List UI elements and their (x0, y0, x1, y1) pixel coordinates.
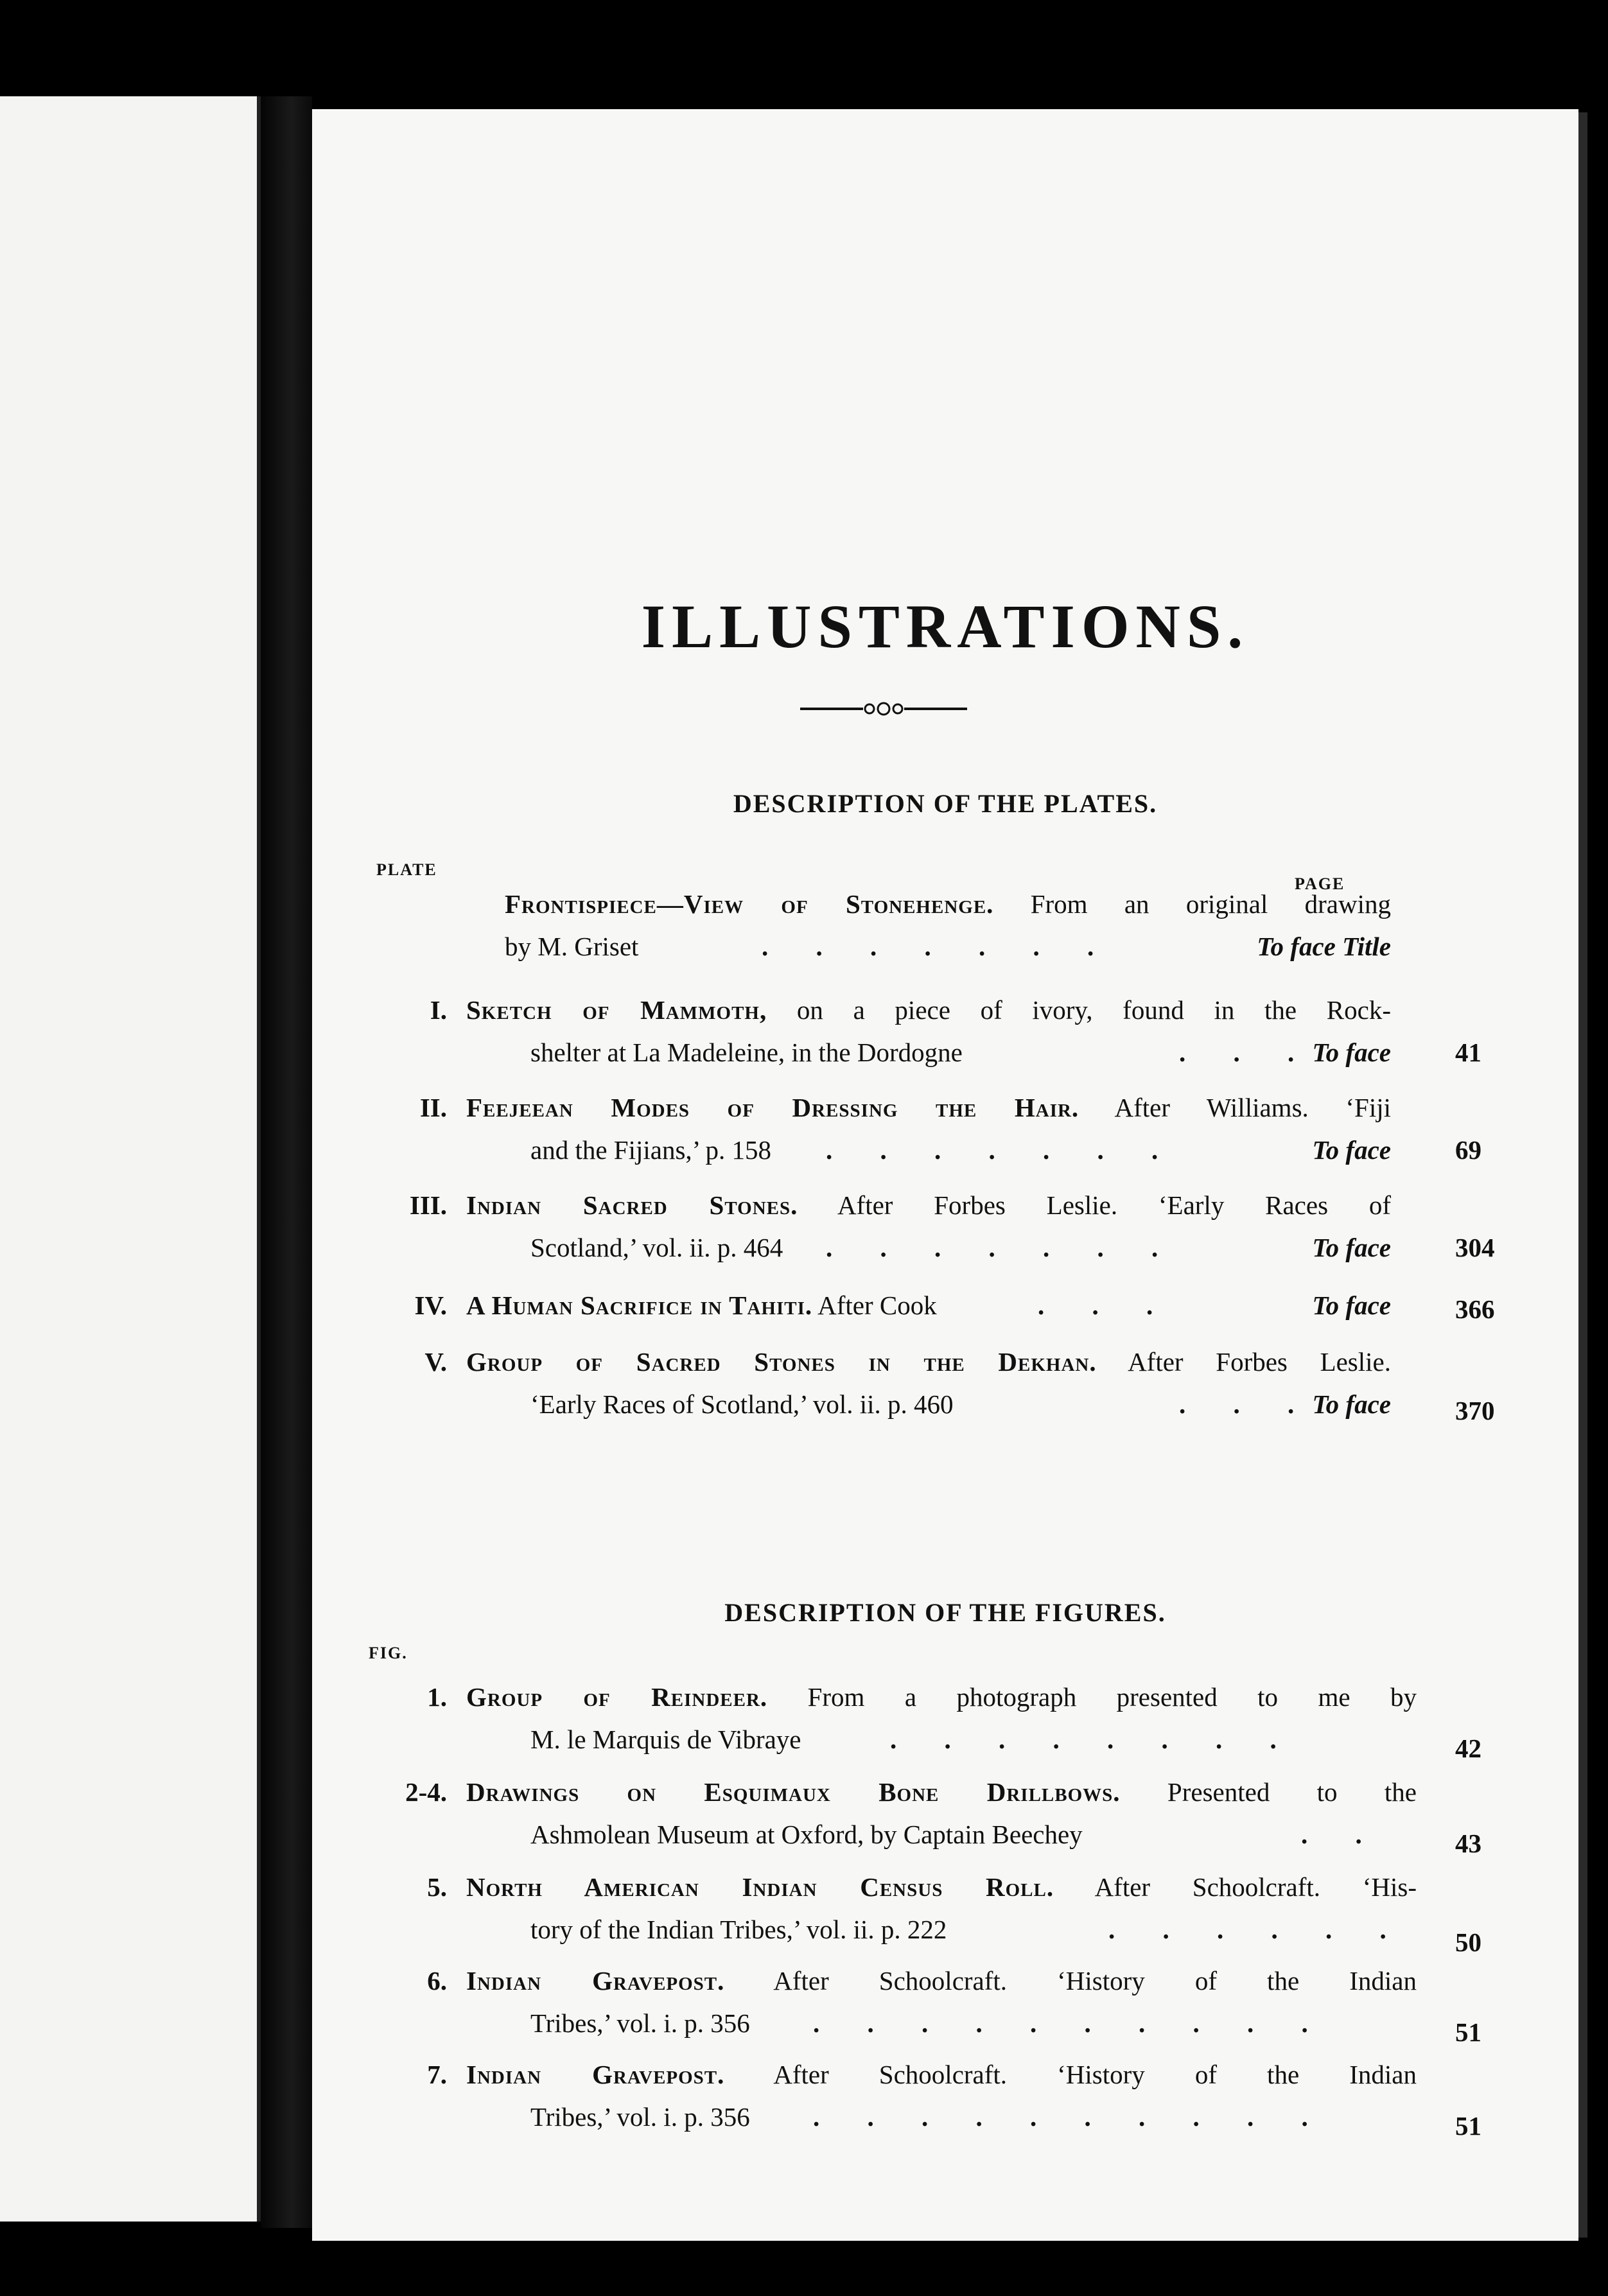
figures-section-title: DESCRIPTION OF THE FIGURES. (724, 1598, 1166, 1627)
plate-number: I. (430, 995, 447, 1025)
illustrations-page (312, 109, 1578, 2241)
figure-description: After Schoolcraft. ‘History of the Indian (773, 2060, 1417, 2089)
leader-dots: . . . . . . . . . . (813, 2008, 1329, 2038)
figure-name: Group of Reindeer. (466, 1682, 768, 1712)
leader-dots: . . . . . . . (826, 1233, 1179, 1262)
plate-description: After Williams. ‘Fiji (1114, 1093, 1391, 1122)
leader-dots: . . . . . . . . (890, 1725, 1297, 1754)
plate-name: A Human Sacrifice in Tahiti. (466, 1291, 813, 1320)
plate-column-label: PLATE (376, 860, 437, 879)
leader-dots: . . . . . . (1108, 1915, 1407, 1944)
figure-number: 6. (427, 1966, 447, 1996)
figure-number: 7. (427, 2060, 447, 2089)
figure-name: Indian Gravepost. (466, 2060, 725, 2089)
to-face-label: To face (1312, 1389, 1391, 1419)
figure-description-continued: M. le Marquis de Vibraye (530, 1725, 801, 1754)
leader-dots: . . . . . . . (826, 1135, 1179, 1165)
figure-name: Drawings on Esquimaux Bone Drillbows. (466, 1777, 1121, 1807)
leader-dots: . . . . . . . (762, 932, 1115, 961)
leader-dots: . . (1301, 1820, 1383, 1849)
figure-description-continued: Ashmolean Museum at Oxford, by Captain Beechey (530, 1820, 1083, 1849)
leader-dots: . . . (1179, 1038, 1315, 1067)
page-number: 69 (1455, 1135, 1481, 1165)
figure-description: After Schoolcraft. ‘History of the Indian (773, 1966, 1417, 1996)
figure-name: Indian Gravepost. (466, 1966, 725, 1996)
to-face-label: To face (1312, 1291, 1391, 1320)
page-number: 42 (1455, 1734, 1481, 1763)
page-number: 43 (1455, 1829, 1481, 1858)
figure-number: 5. (427, 1872, 447, 1902)
plate-description: From an original drawing (1030, 889, 1392, 919)
plate-description: on a piece of ivory, found in the Rock- (796, 995, 1391, 1025)
leader-dots: . . . (1038, 1291, 1174, 1320)
facing-page (0, 96, 261, 2222)
plate-name: Sketch of Mammoth, (466, 995, 767, 1025)
to-face-label: To face Title (1257, 932, 1391, 961)
figure-description-continued: Tribes,’ vol. i. p. 356 (530, 2102, 750, 2132)
to-face-label: To face (1312, 1038, 1391, 1067)
leader-dots: . . . (1179, 1389, 1315, 1419)
page-number: 41 (1455, 1038, 1481, 1067)
fig-column-label: FIG. (369, 1644, 408, 1662)
plate-description-continued: shelter at La Madeleine, in the Dordogne (530, 1038, 963, 1067)
figure-description: Presented to the (1167, 1777, 1417, 1807)
page-number: 370 (1455, 1396, 1495, 1425)
figure-number: 2-4. (405, 1777, 447, 1807)
figure-number: 1. (427, 1682, 447, 1712)
plate-description: After Forbes Leslie. ‘Early Races of (837, 1190, 1391, 1220)
plate-name: Group of Sacred Stones in the Dekhan. (466, 1347, 1097, 1377)
plate-description-continued: Scotland,’ vol. ii. p. 464 (530, 1233, 783, 1262)
to-face-label: To face (1312, 1135, 1391, 1165)
plate-number: II. (419, 1093, 447, 1122)
plate-name: Frontispiece—View of Stonehenge. (505, 889, 994, 919)
page-number: 51 (1455, 2017, 1481, 2047)
figure-description: From a photograph presented to me by (807, 1682, 1417, 1712)
plate-description: After Cook (817, 1291, 937, 1320)
page-edge (1578, 112, 1587, 2238)
page-number: 366 (1455, 1294, 1495, 1324)
to-face-label: To face (1312, 1233, 1391, 1262)
figure-description-continued: Tribes,’ vol. i. p. 356 (530, 2008, 750, 2038)
leader-dots: . . . . . . . . . . (813, 2102, 1329, 2132)
plate-description-continued: ‘Early Races of Scotland,’ vol. ii. p. 460 (530, 1389, 954, 1419)
plate-description-continued: by M. Griset (505, 932, 639, 961)
figure-description: After Schoolcraft. ‘His- (1094, 1872, 1417, 1902)
plate-number: III. (409, 1190, 447, 1220)
figure-name: North American Indian Census Roll. (466, 1872, 1054, 1902)
plates-section-title: DESCRIPTION OF THE PLATES. (733, 789, 1158, 818)
plate-number: IV. (414, 1291, 447, 1320)
plate-number: V. (424, 1347, 447, 1377)
plate-description: After Forbes Leslie. (1128, 1347, 1391, 1377)
page-title: ILLUSTRATIONS. (641, 592, 1250, 661)
page-number: 51 (1455, 2111, 1481, 2141)
figure-description-continued: tory of the Indian Tribes,’ vol. ii. p. 222 (530, 1915, 947, 1944)
plate-name: Feejeean Modes of Dressing the Hair. (466, 1093, 1079, 1122)
page-number: 50 (1455, 1927, 1481, 1957)
plate-name: Indian Sacred Stones. (466, 1190, 798, 1220)
book-gutter (261, 96, 312, 2228)
page-column-label: PAGE (1295, 874, 1345, 893)
ornament-divider (800, 700, 967, 718)
page-number: 304 (1455, 1233, 1495, 1262)
plate-description-continued: and the Fijians,’ p. 158 (530, 1135, 772, 1165)
